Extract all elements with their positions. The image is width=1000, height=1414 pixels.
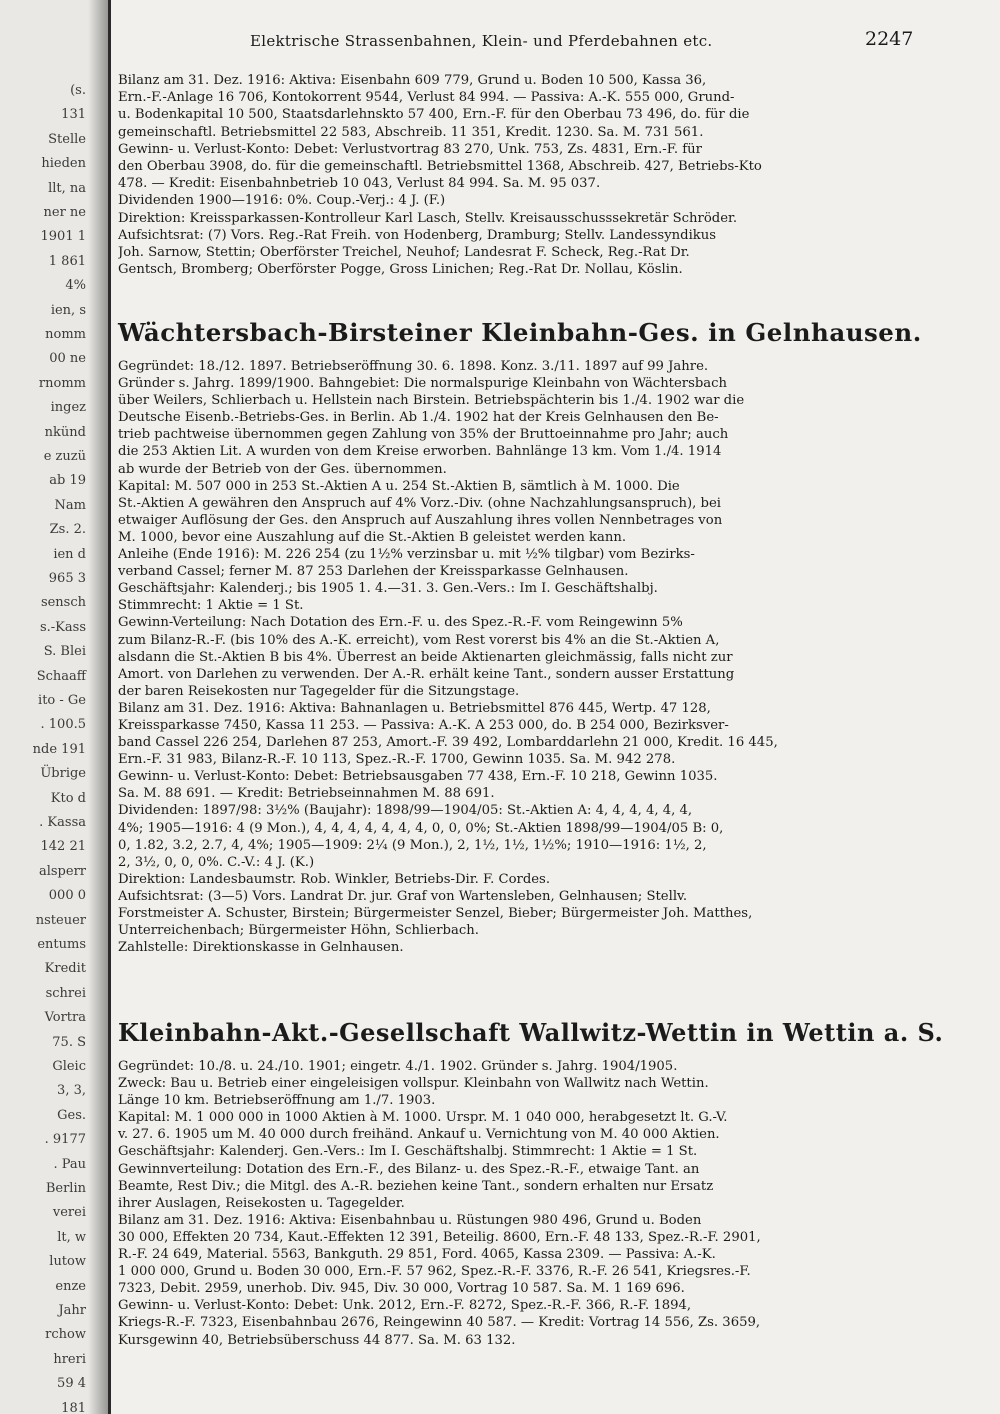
gutter-text-fragment: verei: [52, 1205, 86, 1221]
text-line: Beamte, Rest Div.; die Mitgl. des A.-R. beziehen keine Tant., sondern erhalten nur Ersatz: [118, 1178, 714, 1194]
text-line: u. Bodenkapital 10 500, Staatsdarlehnskto 57 400, Ern.-F. für den Oberbau 73 496, do. für die: [118, 107, 750, 123]
text-line: Ern.-F.-Anlage 16 706, Kontokorrent 9544, Verlust 84 994. — Passiva: A.-K. 555 000, Grund-: [118, 90, 735, 106]
text-line: Kapital: M. 1 000 000 in 1000 Aktien à M. 1000. Urspr. M. 1 040 000, herabgesetzt lt. G.-V.: [118, 1110, 728, 1126]
gutter-text-fragment: Stelle: [48, 131, 86, 147]
gutter-text-fragment: Kredit: [44, 961, 86, 977]
text-line: Gründer s. Jahrg. 1899/1900. Bahngebiet: Die normalspurige Kleinbahn von Wächtersbach: [118, 376, 728, 392]
text-line: Aufsichtsrat: (7) Vors. Reg.-Rat Freih. von Hodenberg, Dramburg; Stellv. Landessyndikus: [118, 227, 717, 243]
gutter-text-fragment: rchow: [45, 1327, 86, 1343]
gutter-text-fragment: Kto d: [50, 790, 86, 806]
text-line: Bilanz am 31. Dez. 1916: Aktiva: Eisenbahn 609 779, Grund u. Boden 10 500, Kassa 36,: [118, 73, 707, 88]
gutter-text-fragment: Nam: [54, 497, 86, 513]
gutter-text-fragment: nomm: [45, 327, 86, 342]
gutter-text-fragment: 181: [61, 1400, 86, 1414]
text-line: Dividenden 1900—1916: 0%. Coup.-Verj.: 4 J. (F.): [118, 193, 446, 209]
gutter-text-fragment: s.-Kass: [39, 619, 86, 635]
text-line: Gewinn- u. Verlust-Konto: Debet: Verlustvortrag 83 270, Unk. 753, Zs. 4831, Ern.-F. für: [118, 141, 702, 157]
gutter-text-fragment: ingez: [50, 400, 86, 416]
previous-entry-tail: [118, 72, 926, 278]
text-line: Ern.-F. 31 983, Bilanz-R.-F. 10 113, Spez.-R.-F. 1700, Gewinn 1035. Sa. M. 942 278.: [118, 752, 676, 768]
text-line: verband Cassel; ferner M. 87 253 Darlehen der Kreissparkasse Gelnhausen.: [118, 564, 629, 580]
gutter-text-fragment: nkünd: [44, 424, 86, 440]
gutter-text-fragment: rnomm: [38, 375, 86, 391]
gutter-text-fragment: enze: [55, 1278, 86, 1294]
gutter-text-fragment: e zuzü: [43, 449, 86, 464]
text-line: Direktion: Landesbaumstr. Rob. Winkler, Betriebs-Dir. F. Cordes.: [118, 871, 551, 887]
text-line: die 253 Aktien Lit. A wurden von dem Kreise erworben. Bahnlänge 13 km. Vom 1./4. 1914: [118, 444, 722, 460]
text-line: zum Bilanz-R.-F. (bis 10% des A.-K. erreicht), vom Rest vorerst bis 4% an die St.-Aktien A,: [118, 632, 720, 648]
text-line: Gewinn- u. Verlust-Konto: Debet: Betriebsausgaben 77 438, Ern.-F. 10 218, Gewinn 1035.: [118, 769, 718, 785]
text-line: der baren Reisekosten nur Tagegelder für die Sitzungstage.: [118, 683, 520, 699]
entry-body: [118, 358, 926, 956]
text-line: den Oberbau 3908, do. für die gemeinschaftl. Betriebsmittel 1368, Abschreib. 427, Betriebs-Kto: [118, 159, 762, 175]
gutter-text-fragment: Übrige: [40, 766, 86, 782]
facing-page-gutter: [0, 0, 111, 1414]
text-line: 30 000, Effekten 20 734, Kaut.-Effekten 12 391, Beteilig. 8600, Ern.-F. 48 133, Spez.-R.-F. 2901,: [118, 1229, 761, 1245]
gutter-text-fragment: 000 0: [48, 888, 86, 904]
text-line: Aufsichtsrat: (3—5) Vors. Landrat Dr. jur. Graf von Wartensleben, Gelnhausen; Stellv.: [118, 888, 688, 904]
gutter-text-fragment: Schaaff: [36, 668, 86, 684]
gutter-text-fragment: Ges.: [57, 1107, 86, 1123]
text-line: Gegründet: 10./8. u. 24./10. 1901; eingetr. 4./1. 1902. Gründer s. Jahrg. 1904/1905.: [118, 1059, 678, 1074]
gutter-text-fragment: nsteuer: [35, 912, 86, 928]
text-line: ab wurde der Betrieb von der Ges. übernommen.: [118, 461, 447, 477]
gutter-text-fragment: lutow: [49, 1254, 86, 1270]
page-number: 2247: [865, 28, 914, 50]
gutter-text-fragment: ner ne: [43, 205, 86, 220]
gutter-text-fragment: Berlin: [45, 1181, 86, 1196]
text-line: band Cassel 226 254, Darlehen 87 253, Amort.-F. 39 492, Lombarddarlehn 21 000, Kredit. 16 445,: [118, 735, 778, 751]
gutter-text-fragment: 1901 1: [40, 229, 86, 245]
text-line: Kapital: M. 507 000 in 253 St.-Aktien A u. 254 St.-Aktien B, sämtlich à M. 1000. Die: [118, 478, 680, 494]
gutter-text-fragment: 59 4: [57, 1376, 86, 1392]
text-line: alsdann die St.-Aktien B bis 4%. Überrest an beide Aktienarten gleichmässig, falls nicht zur: [118, 649, 733, 665]
gutter-text-fragment: . Kassa: [39, 815, 86, 830]
text-line: 2, 3½, 0, 0, 0%. C.-V.: 4 J. (K.): [118, 854, 315, 870]
binding-shadow: [88, 0, 108, 1414]
text-line: 4%; 1905—1916: 4 (9 Mon.), 4, 4, 4, 4, 4, 4, 4, 0, 0, 0%; St.-Aktien 1898/99—1904/05 B: 0,: [118, 820, 724, 836]
text-line: Geschäftsjahr: Kalenderj. Gen.-Vers.: Im I. Geschäftshalbj. Stimmrecht: 1 Aktie = 1 St.: [118, 1144, 698, 1160]
gutter-text-fragment: . 9177: [44, 1132, 86, 1148]
gutter-text-fragment: ab 19: [49, 473, 86, 489]
text-line: Direktion: Kreissparkassen-Kontrolleur Karl Lasch, Stellv. Kreisausschusssekretär Schröder.: [118, 210, 738, 226]
text-line: Deutsche Eisenb.-Betriebs-Ges. in Berlin. Ab 1./4. 1902 hat der Kreis Gelnhausen den Be-: [118, 410, 719, 426]
entry-heading: Kleinbahn-Akt.-Gesellschaft Wallwitz-Wettin in Wettin a. S.: [118, 1018, 944, 1047]
gutter-text-fragment: lt, w: [57, 1229, 86, 1245]
gutter-text-fragment: 965 3: [48, 571, 86, 586]
running-header: [0, 28, 1000, 56]
text-line: Joh. Sarnow, Stettin; Oberförster Treichel, Neuhof; Landesrat F. Scheck, Reg.-Rat Dr.: [118, 245, 690, 261]
gutter-text-fragment: 3, 3,: [57, 1083, 86, 1099]
gutter-text-fragment: entums: [37, 937, 86, 952]
text-line: 1 000 000, Grund u. Boden 30 000, Ern.-F. 57 962, Spez.-R.-F. 3376, R.-F. 26 541, Kriegsres.-F.: [118, 1264, 751, 1280]
text-line: trieb pachtweise übernommen gegen Zahlung von 35% der Bruttoeinnahme pro Jahr; auch: [118, 427, 729, 443]
gutter-text-fragment: S. Blei: [43, 644, 86, 660]
text-line: Amort. von Darlehen zu verwenden. Der A.-R. erhält keine Tant., sondern ausser Erstattung: [118, 666, 735, 682]
text-line: Zahlstelle: Direktionskasse in Gelnhausen.: [118, 940, 404, 956]
text-line: Zweck: Bau u. Betrieb einer eingeleisigen vollspur. Kleinbahn von Wallwitz nach Wettin.: [118, 1076, 709, 1092]
gutter-text-fragment: alsperr: [38, 863, 86, 879]
text-line: Bilanz am 31. Dez. 1916: Aktiva: Eisenbahnbau u. Rüstungen 980 496, Grund u. Boden: [118, 1212, 702, 1228]
text-line: Kursgewinn 40, Betriebsüberschuss 44 877. Sa. M. 63 132.: [118, 1332, 516, 1348]
entry-body: [118, 1058, 926, 1349]
text-line: ihrer Auslagen, Reisekosten u. Tagegelder.: [118, 1195, 405, 1211]
gutter-text-fragment: nde 191: [32, 741, 86, 757]
gutter-text-fragment: 00 ne: [49, 351, 86, 367]
text-line: Unterreichenbach; Bürgermeister Höhn, Schlierbach.: [118, 923, 479, 939]
gutter-text-fragment: (s.: [70, 83, 86, 98]
text-line: gemeinschaftl. Betriebsmittel 22 583, Abschreib. 11 351, Kredit. 1230. Sa. M. 731 561.: [118, 124, 704, 140]
text-line: Sa. M. 88 691. — Kredit: Betriebseinnahmen M. 88 691.: [118, 786, 495, 802]
text-line: Anleihe (Ende 1916): M. 226 254 (zu 1½% verzinsbar u. mit ½% tilgbar) vom Bezirks-: [118, 547, 695, 563]
gutter-text-fragment: ien d: [53, 546, 86, 562]
gutter-text-fragment: hieden: [41, 156, 86, 172]
text-line: Kreissparkasse 7450, Kassa 11 253. — Passiva: A.-K. A 253 000, do. B 254 000, Bezirksver-: [118, 717, 729, 733]
gutter-text-fragment: 131: [61, 107, 86, 123]
gutter-text-fragment: . 100.5: [40, 717, 86, 733]
text-line: 478. — Kredit: Eisenbahnbetrieb 10 043, Verlust 84 994. Sa. M. 95 037.: [118, 176, 601, 192]
gutter-text-fragment: ito - Ge: [38, 693, 86, 708]
text-line: 0, 1.82, 3.2, 2.7, 4, 4%; 1905—1909: 2¼ (9 Mon.), 2, 1½, 1½, 1½%; 1910—1916: 1½, 2,: [118, 837, 707, 853]
gutter-text-fragment: . Pau: [53, 1156, 86, 1172]
text-line: Gentsch, Bromberg; Oberförster Pogge, Gross Linichen; Reg.-Rat Dr. Nollau, Köslin.: [118, 262, 683, 278]
gutter-text-fragment: Vortra: [44, 1010, 86, 1026]
text-line: v. 27. 6. 1905 um M. 40 000 durch freihänd. Ankauf u. Vernichtung von M. 40 000 Aktien.: [118, 1127, 720, 1143]
gutter-text-fragment: hreri: [53, 1351, 86, 1367]
text-line: über Weilers, Schlierbach u. Hellstein nach Birstein. Betriebspächterin bis 1./4. 1902 war die: [118, 393, 745, 409]
gutter-text-fragment: Zs. 2.: [49, 522, 86, 538]
text-line: Bilanz am 31. Dez. 1916: Aktiva: Bahnanlagen u. Betriebsmittel 876 445, Wertp. 47 128,: [118, 700, 711, 716]
running-title: Elektrische Strassenbahnen, Klein- und Pferdebahnen etc.: [250, 32, 713, 50]
gutter-text-fragment: Gleic: [52, 1059, 86, 1074]
text-line: Länge 10 km. Betriebseröffnung am 1./7. 1903.: [118, 1093, 436, 1109]
text-line: Gewinn- u. Verlust-Konto: Debet: Unk. 2012, Ern.-F. 8272, Spez.-R.-F. 366, R.-F. 1894,: [118, 1298, 692, 1314]
gutter-text-fragment: Jahr: [58, 1303, 86, 1318]
text-line: Gegründet: 18./12. 1897. Betriebseröffnung 30. 6. 1898. Konz. 3./11. 1897 auf 99 Jahre.: [118, 359, 709, 374]
gutter-text-fragment: llt, na: [48, 180, 86, 196]
text-line: Gewinn-Verteilung: Nach Dotation des Ern.-F. u. des Spez.-R.-F. vom Reingewinn 5%: [118, 615, 683, 631]
gutter-text-fragment: 142 21: [40, 839, 86, 855]
text-line: Gewinnverteilung: Dotation des Ern.-F., des Bilanz- u. des Spez.-R.-F., etwaige Tant. an: [118, 1161, 700, 1177]
entry-waechtersbach: [118, 318, 926, 956]
text-line: Dividenden: 1897/98: 3½% (Baujahr): 1898/99—1904/05: St.-Aktien A: 4, 4, 4, 4, 4, 4,: [118, 803, 693, 819]
text-line: M. 1000, bevor eine Auszahlung auf die St.-Aktien B geleistet werden kann.: [118, 529, 627, 545]
gutter-text-fragment: schrei: [45, 985, 86, 1001]
gutter-text-fragment: sensch: [40, 595, 86, 611]
text-line: 7323, Debit. 2959, unerhob. Div. 945, Div. 30 000, Vortrag 10 587. Sa. M. 1 169 696.: [118, 1281, 685, 1297]
text-line: R.-F. 24 649, Material. 5563, Bankguth. 29 851, Ford. 4065, Kassa 2309. — Passiva: A.-K.: [118, 1247, 716, 1263]
text-line: etwaiger Auflösung der Ges. den Anspruch auf Auszahlung ihres vollen Nennbetrages von: [118, 512, 723, 528]
gutter-text-fragment: 1 861: [48, 253, 86, 269]
gutter-text-fragment: 75. S: [52, 1034, 86, 1050]
text-line: Geschäftsjahr: Kalenderj.; bis 1905 1. 4.—31. 3. Gen.-Vers.: Im I. Geschäftshalbj.: [118, 581, 658, 597]
text-line: Stimmrecht: 1 Aktie = 1 St.: [118, 598, 304, 614]
text-line: St.-Aktien A gewähren den Anspruch auf 4% Vorz.-Div. (ohne Nachzahlungsanspruch), bei: [118, 495, 721, 511]
entry-heading: Wächtersbach-Birsteiner Kleinbahn-Ges. in Gelnhausen.: [118, 318, 922, 347]
entry-wallwitz-wettin: [118, 1018, 944, 1349]
text-line: Forstmeister A. Schuster, Birstein; Bürgermeister Senzel, Bieber; Bürgermeister Joh. Matthes,: [118, 906, 753, 921]
text-line: Kriegs-R.-F. 7323, Eisenbahnbau 2676, Reingewinn 40 587. — Kredit: Vortrag 14 556, Zs. 3659,: [118, 1315, 761, 1331]
gutter-text-fragment: 4%: [65, 278, 86, 294]
gutter-text-fragment: ien, s: [50, 302, 86, 318]
